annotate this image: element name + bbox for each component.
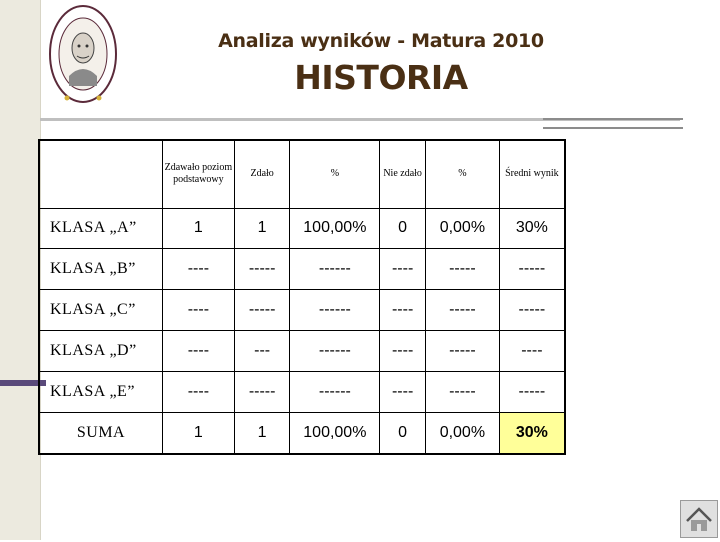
table-cell: 0,00% (426, 208, 500, 249)
table-cell: --- (234, 330, 290, 371)
table-cell: ------ (290, 330, 380, 371)
divider-accent (543, 118, 683, 129)
table-cell: ---- (499, 330, 565, 371)
table-cell: ---- (162, 371, 234, 412)
header-attempted: Zdawało poziom podstawowy (162, 140, 234, 208)
page-title: HISTORIA (294, 58, 468, 97)
table-cell: 1 (234, 208, 290, 249)
table-cell: 100,00% (290, 208, 380, 249)
table-cell: ----- (426, 290, 500, 331)
table-cell: ------ (290, 290, 380, 331)
header-fail-percent: % (426, 140, 500, 208)
table-cell: 30% (499, 208, 565, 249)
sum-row (39, 412, 565, 454)
table-cell: ----- (234, 290, 290, 331)
header-average-score: Średni wynik (499, 140, 565, 208)
table-cell: 0 (380, 208, 426, 249)
table-cell: ---- (380, 249, 426, 290)
table-cell: ---- (380, 371, 426, 412)
table-row (39, 330, 565, 371)
table-cell: ---- (162, 330, 234, 371)
sum-cell: 1 (234, 412, 290, 454)
table-cell: ---- (380, 290, 426, 331)
sum-cell: 100,00% (290, 412, 380, 454)
table-header-row (39, 140, 565, 208)
table-row (39, 290, 565, 331)
header-pass-percent: % (290, 140, 380, 208)
row-label: KLASA „D” (39, 330, 162, 371)
table-cell: ----- (234, 371, 290, 412)
table-cell: ----- (499, 249, 565, 290)
header-empty-cell (39, 140, 162, 208)
row-label: KLASA „E” (39, 371, 162, 412)
sum-cell: 0,00% (426, 412, 500, 454)
table-cell: ---- (162, 249, 234, 290)
page-subtitle: Analiza wyników - Matura 2010 (218, 30, 544, 52)
sum-label: SUMA (39, 412, 162, 454)
table-cell: ------ (290, 249, 380, 290)
table-row (39, 208, 565, 249)
row-label: KLASA „B” (39, 249, 162, 290)
table-cell: ---- (380, 330, 426, 371)
table-cell: ----- (499, 290, 565, 331)
row-label: KLASA „A” (39, 208, 162, 249)
table-row (39, 249, 565, 290)
table-cell: ----- (499, 371, 565, 412)
table-cell: ------ (290, 371, 380, 412)
table-cell: ----- (426, 330, 500, 371)
table-cell: ----- (426, 371, 500, 412)
header-passed: Zdało (234, 140, 290, 208)
sum-cell: 0 (380, 412, 426, 454)
sum-average-highlight: 30% (499, 412, 565, 454)
home-icon[interactable] (680, 500, 718, 538)
sum-cell: 1 (162, 412, 234, 454)
row-label: KLASA „C” (39, 290, 162, 331)
header-failed: Nie zdało (380, 140, 426, 208)
table-cell: ----- (234, 249, 290, 290)
table-cell: 1 (162, 208, 234, 249)
table-cell: ---- (162, 290, 234, 331)
table-cell: ----- (426, 249, 500, 290)
table-row (39, 371, 565, 412)
results-table (38, 139, 566, 455)
